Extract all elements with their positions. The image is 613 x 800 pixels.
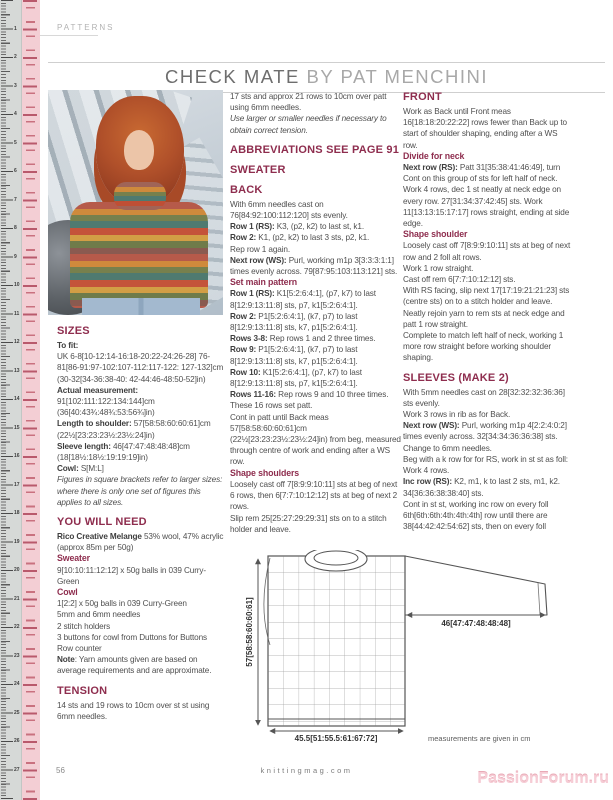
- text-run: Cont on this group of sts for left half of neck. Work 4 rows, dec 1 st neatly at neck edge on every row. 27[31:34:37:42:45] sts. Work 11[13:13:15:17:17] rows straight, ending at side edge.: [403, 174, 570, 229]
- tape-gray-strip: [0, 0, 22, 800]
- tape-cm-number: 8: [14, 225, 17, 231]
- text-run: 5mm and 6mm needles: [57, 610, 141, 620]
- text-run: Work as Back until Front meas 16[18:18:20:22:22] rows fewer than Back up to start of shoulder shaping, ending after a WS row.: [403, 107, 567, 150]
- pattern-paragraph: [57, 609, 225, 620]
- pattern-paragraph: [57, 418, 225, 440]
- text-run: Rep row 1 again.: [230, 244, 290, 254]
- text-run: 91[102:111:122:134:144]cm (36[40:43¾:48¾:53:56¾]in): [57, 397, 155, 418]
- text-run: Patt 31[35:38:41:46:49], turn: [459, 163, 561, 173]
- pattern-paragraph: [57, 441, 225, 463]
- text-run: 46[47:47:48:48:48]cm (18[18½:18½:19:19:19]in): [57, 441, 190, 463]
- measuring-tape-ruler: [0, 0, 40, 800]
- tape-cm-ticks: [1, 0, 13, 800]
- tape-cm-number: 6: [14, 168, 17, 174]
- text-run: Change to 6mm needles.: [403, 443, 492, 453]
- tape-cm-number: 3: [14, 82, 17, 89]
- text-run: Row 1 (RS):: [230, 222, 277, 232]
- text-run: P1[5:2:6:4:1], (k7, p7) to last 8[12:9:13:11:8] sts, k7, p1[5:2:6:4:1].: [230, 311, 358, 333]
- text-run: To fit:: [57, 341, 79, 350]
- watermark: PassionForum.ru: [477, 770, 609, 787]
- pattern-paragraph: [403, 499, 573, 533]
- text-run: Next row (WS):: [230, 255, 289, 265]
- pattern-paragraph: [230, 255, 402, 277]
- tape-pink-strip: [22, 0, 40, 800]
- pattern-paragraph: [403, 420, 573, 442]
- pattern-paragraph: [230, 389, 402, 400]
- pattern-paragraph: [230, 311, 402, 333]
- text-run: Loosely cast off 7[8:9:9:10:11] sts at beg of next row and 2 foll alt rows.: [403, 241, 571, 262]
- text-run: With 6mm needles cast on 76[84:92:100:112:120] sts evenly.: [230, 199, 348, 221]
- column-right: [403, 91, 573, 532]
- tape-cm-number: 9: [14, 253, 17, 260]
- text-run: Next row (RS):: [403, 163, 460, 173]
- pattern-paragraph: [57, 621, 225, 632]
- text-run: 3 buttons for cowl from Duttons for Buttons: [57, 632, 208, 642]
- tape-cm-number: 1: [14, 25, 17, 32]
- tape-cm-number: 19: [14, 538, 20, 545]
- tape-cm-number: 7: [14, 196, 17, 203]
- section-heading: YOU WILL NEED: [57, 516, 147, 529]
- pattern-paragraph: [403, 240, 573, 262]
- tape-cm-number: 15: [14, 424, 20, 431]
- sub-heading: Divide for neck: [403, 150, 465, 161]
- model-face: [124, 130, 154, 170]
- tape-cm-number: 12: [14, 339, 20, 345]
- tape-cm-number: 14: [14, 396, 20, 402]
- text-run: With 5mm needles cast on 28[32:32:32:36:36] sts evenly.: [403, 387, 565, 408]
- text-run: Row counter: [57, 644, 102, 654]
- text-run: Length to shoulder:: [57, 419, 134, 429]
- pattern-paragraph: [57, 385, 225, 396]
- sub-heading: Cowl: [57, 587, 78, 598]
- tape-cm-number: 16: [14, 453, 20, 459]
- text-run: P1[5:2:6:4:1], (k7, p7) to last 8[12:9:13:11:8] sts, k7, p1[5:2:6:4:1].: [230, 345, 358, 366]
- text-run: 1[2:2] x 50g balls in 039 Curry-Green: [57, 599, 187, 609]
- pattern-paragraph: [403, 274, 573, 285]
- magazine-website: knittingmag.com: [260, 766, 353, 775]
- section-heading: FRONT: [403, 91, 442, 103]
- sweater-schematic: [232, 550, 582, 750]
- pattern-paragraph: [230, 288, 402, 310]
- text-run: Neatly rejoin yarn to rem sts at neck edge and patt 1 row straight.: [403, 308, 565, 329]
- text-run: Figures in square brackets refer to larger sizes: where there is only one set of figures this applies to all sizes.: [57, 475, 223, 507]
- text-run: Rows 11-16:: [230, 390, 279, 400]
- pattern-paragraph: [230, 113, 402, 135]
- tape-cm-number: 13: [14, 367, 20, 374]
- text-run: Purl, working m1p 3[3:3:3:1:1] times evenly across. 79[87:95:103:113:121] sts.: [230, 255, 398, 277]
- text-run: K2, m1, k to last 2 sts, m1, k2. 34[36:36:38:38:40] sts.: [403, 477, 560, 498]
- schematic-sleeve-outline: [405, 556, 547, 615]
- pattern-paragraph: [403, 476, 573, 498]
- text-run: Use larger or smaller needles if necessary to obtain correct tension.: [230, 114, 387, 135]
- text-run: Complete to match left half of neck, working 1 more row straight before working shoulder shaping.: [403, 331, 564, 363]
- text-run: Loosely cast off 7[8:9:9:10:11] sts at beg of next 6 rows, then 6[7:7:10:12:12] sts at beg of next 2 rows.: [230, 479, 398, 512]
- model-striped-sweater: [70, 202, 208, 308]
- tape-cm-number: 10: [14, 282, 20, 288]
- text-run: Row 2:: [230, 233, 259, 243]
- pattern-paragraph: [403, 308, 573, 330]
- column-middle: [230, 91, 402, 535]
- pattern-paragraph: [230, 199, 402, 221]
- tape-cm-number: 23: [14, 652, 20, 659]
- text-run: Note: [57, 655, 75, 665]
- tape-cm-number: 24: [14, 681, 20, 687]
- schematic-collar-inner: [314, 551, 358, 565]
- pattern-paragraph: [403, 409, 573, 420]
- text-run: Rico Creative Melange: [57, 532, 144, 542]
- pattern-paragraph: [403, 173, 573, 229]
- tape-cm-number: 27: [14, 766, 20, 773]
- pattern-paragraph: [57, 474, 225, 508]
- text-run: K3, (p2, k2) to last st, k1.: [276, 222, 364, 232]
- page-title-byline: BY PAT MENCHINI: [306, 66, 489, 87]
- pattern-paragraph: [57, 598, 225, 609]
- pattern-paragraph: [403, 387, 573, 409]
- pattern-paragraph: [230, 367, 402, 389]
- pattern-paragraph: [57, 351, 225, 385]
- tape-cm-number: 5: [14, 139, 17, 146]
- section-label: PATTERNS: [57, 23, 115, 32]
- sub-heading: Shape shoulders: [230, 467, 300, 478]
- pattern-paragraph: [403, 443, 573, 454]
- tape-cm-number: 25: [14, 709, 20, 716]
- width-measurement-label: 45.5[51:55.5:61:67:72]: [294, 734, 378, 743]
- article-title-block: [48, 62, 605, 93]
- pattern-paragraph: [403, 106, 573, 151]
- pattern-paragraph: [403, 285, 573, 307]
- tape-cm-number: 11: [14, 310, 20, 317]
- pattern-paragraph: [230, 91, 402, 113]
- pattern-paragraph: [403, 454, 573, 476]
- text-run: With RS facing, slip next 17[17:19:21:21:23] sts (centre sts) on to a stitch holder and leave.: [403, 286, 570, 307]
- pattern-paragraph: [403, 263, 573, 274]
- pattern-paragraph: [57, 632, 225, 643]
- pattern-paragraph: [230, 513, 402, 535]
- page-title: CHECK MATE: [164, 66, 307, 87]
- pattern-paragraph: [230, 400, 402, 411]
- pattern-paragraph: [57, 565, 225, 587]
- text-run: 53% wool, 47% acrylic (approx 85m per 50g): [57, 532, 224, 553]
- text-run: Beg with a k row for for RS, work in st st as foll: Work 4 rows.: [403, 454, 568, 476]
- section-heading: SIZES: [57, 325, 90, 337]
- text-run: S[M:L]: [80, 464, 104, 474]
- schematic-body-grid: [269, 557, 405, 726]
- sub-heading: Sweater: [57, 553, 90, 564]
- text-run: UK 6-8[10-12:14-16:18-20:22-24:26-28] 76-81[86-91:97-102:107-112:117-122: 127-132]cm (30-32[34-36:38-40: 42-44:46-48:50-52]in): [57, 352, 224, 384]
- text-run: Row 1 (RS):: [230, 289, 277, 299]
- tape-cm-number: 17: [14, 481, 20, 488]
- text-run: 57[58:58:60:60:61]cm (22½[23:23:23½:23½:24]in): [57, 419, 211, 440]
- section-heading: TENSION: [57, 684, 108, 697]
- pattern-paragraph: [230, 412, 402, 468]
- pattern-paragraph: [57, 396, 225, 418]
- length-measurement-label: 57[58:58:60:60:61]: [245, 597, 254, 667]
- column-left: [57, 325, 225, 722]
- pattern-paragraph: [230, 333, 402, 344]
- text-run: Sleeve length:: [57, 441, 113, 451]
- text-run: K1, (p2, k2) to last 3 sts, p2, k1.: [258, 233, 370, 243]
- pattern-paragraph: [57, 531, 225, 553]
- pattern-paragraph: [57, 643, 225, 654]
- section-heading: SWEATER: [230, 163, 286, 176]
- section-label-underline: [40, 35, 98, 36]
- pattern-paragraph: [230, 244, 402, 255]
- text-run: K1[5:2:6:4:1], (p7, k7) to last 8[12:9:13:11:8] sts, p7, k1[5:2:6:4:1].: [230, 367, 362, 389]
- pattern-paragraph: [230, 344, 402, 366]
- sleeve-measurement-label: 46[47:47:48:48:48]: [441, 619, 511, 628]
- text-run: Cast off rem 6[7:7:10:12:12] sts.: [403, 275, 516, 285]
- tape-cm-number: 2: [14, 54, 17, 60]
- pattern-paragraph: [230, 479, 402, 513]
- text-run: 2 stitch holders: [57, 621, 111, 631]
- text-run: 9[10:10:11:12:12] x 50g balls in 039 Curry-Green: [57, 565, 206, 586]
- text-run: K1[5:2:6:4:1], (p7, k7) to last 8[12:9:13:11:8] sts, p7, k1[5:2:6:4:1].: [230, 289, 376, 310]
- pattern-paragraph: [57, 700, 225, 722]
- model-photo: [48, 90, 223, 315]
- pattern-paragraph: [57, 463, 225, 474]
- text-run: 14 sts and 19 rows to 10cm over st st using 6mm needles.: [57, 700, 210, 721]
- text-run: 17 sts and approx 21 rows to 10cm over patt using 6mm needles.: [230, 92, 387, 113]
- tape-cm-number: 20: [14, 567, 20, 573]
- text-run: These 16 rows set patt.: [230, 401, 313, 411]
- text-run: Cont in st st, working inc row on every foll 6th[6th:6th:4th:4th:4th] row until there are 38[44:42:42:54:62] sts, then on every foll: [403, 499, 549, 532]
- pattern-paragraph: [230, 221, 402, 232]
- text-run: Row 9:: [230, 345, 259, 355]
- model-jeans: [82, 298, 200, 315]
- tape-cm-number: 21: [14, 595, 20, 602]
- page-number: 56: [56, 766, 65, 775]
- text-run: Work 3 rows in rib as for Back.: [403, 410, 511, 420]
- tape-cm-number: 4: [14, 111, 17, 117]
- tape-cm-number: 18: [14, 510, 20, 516]
- section-heading: SLEEVES (MAKE 2): [403, 371, 509, 384]
- text-run: Row 2:: [230, 311, 259, 321]
- tape-cm-number: 26: [14, 738, 20, 744]
- text-run: Slip rem 25[25:27:29:29:31] sts on to a stitch holder and leave.: [230, 513, 387, 534]
- text-run: Inc row (RS):: [403, 477, 455, 487]
- pattern-paragraph: [403, 330, 573, 364]
- tape-pink-long-dashes: [23, 0, 37, 800]
- pattern-paragraph: [230, 232, 402, 243]
- pattern-paragraph: [57, 340, 225, 351]
- model-cowl-neck: [114, 182, 166, 210]
- text-run: Work 1 row straight.: [403, 263, 474, 273]
- pattern-paragraph: [403, 162, 573, 173]
- text-run: Row 10:: [230, 367, 263, 377]
- schematic-note: measurements are given in cm: [428, 734, 531, 743]
- text-run: Cowl:: [57, 464, 81, 474]
- text-run: Cont in patt until Back meas 57[58:58:60:60:61]cm (22½[23:23:23½:23½:24]in) from beg, measured through centre of work and ending after a WS row.: [230, 412, 401, 467]
- section-heading: BACK: [230, 183, 263, 196]
- tape-cm-number: 22: [14, 624, 20, 630]
- pattern-paragraph: [57, 654, 225, 676]
- text-run: Rows 3-8:: [230, 334, 270, 344]
- text-run: : Yarn amounts given are based on average requirements and are approximate.: [57, 655, 212, 676]
- section-heading: ABBREVIATIONS SEE PAGE 91: [230, 143, 400, 156]
- sub-heading: Set main pattern: [230, 277, 298, 288]
- text-run: Actual measurement:: [57, 385, 138, 395]
- text-run: Rep rows 9 and 10 three times.: [278, 390, 389, 400]
- text-run: Next row (WS):: [403, 421, 462, 431]
- text-run: Purl, working m1p 4[2:2:4:0:2] times evenly across. 32[34:34:36:36:38] sts.: [403, 421, 567, 442]
- text-run: Rep rows 1 and 2 three times.: [269, 334, 376, 344]
- sub-heading: Shape shoulder: [403, 229, 468, 240]
